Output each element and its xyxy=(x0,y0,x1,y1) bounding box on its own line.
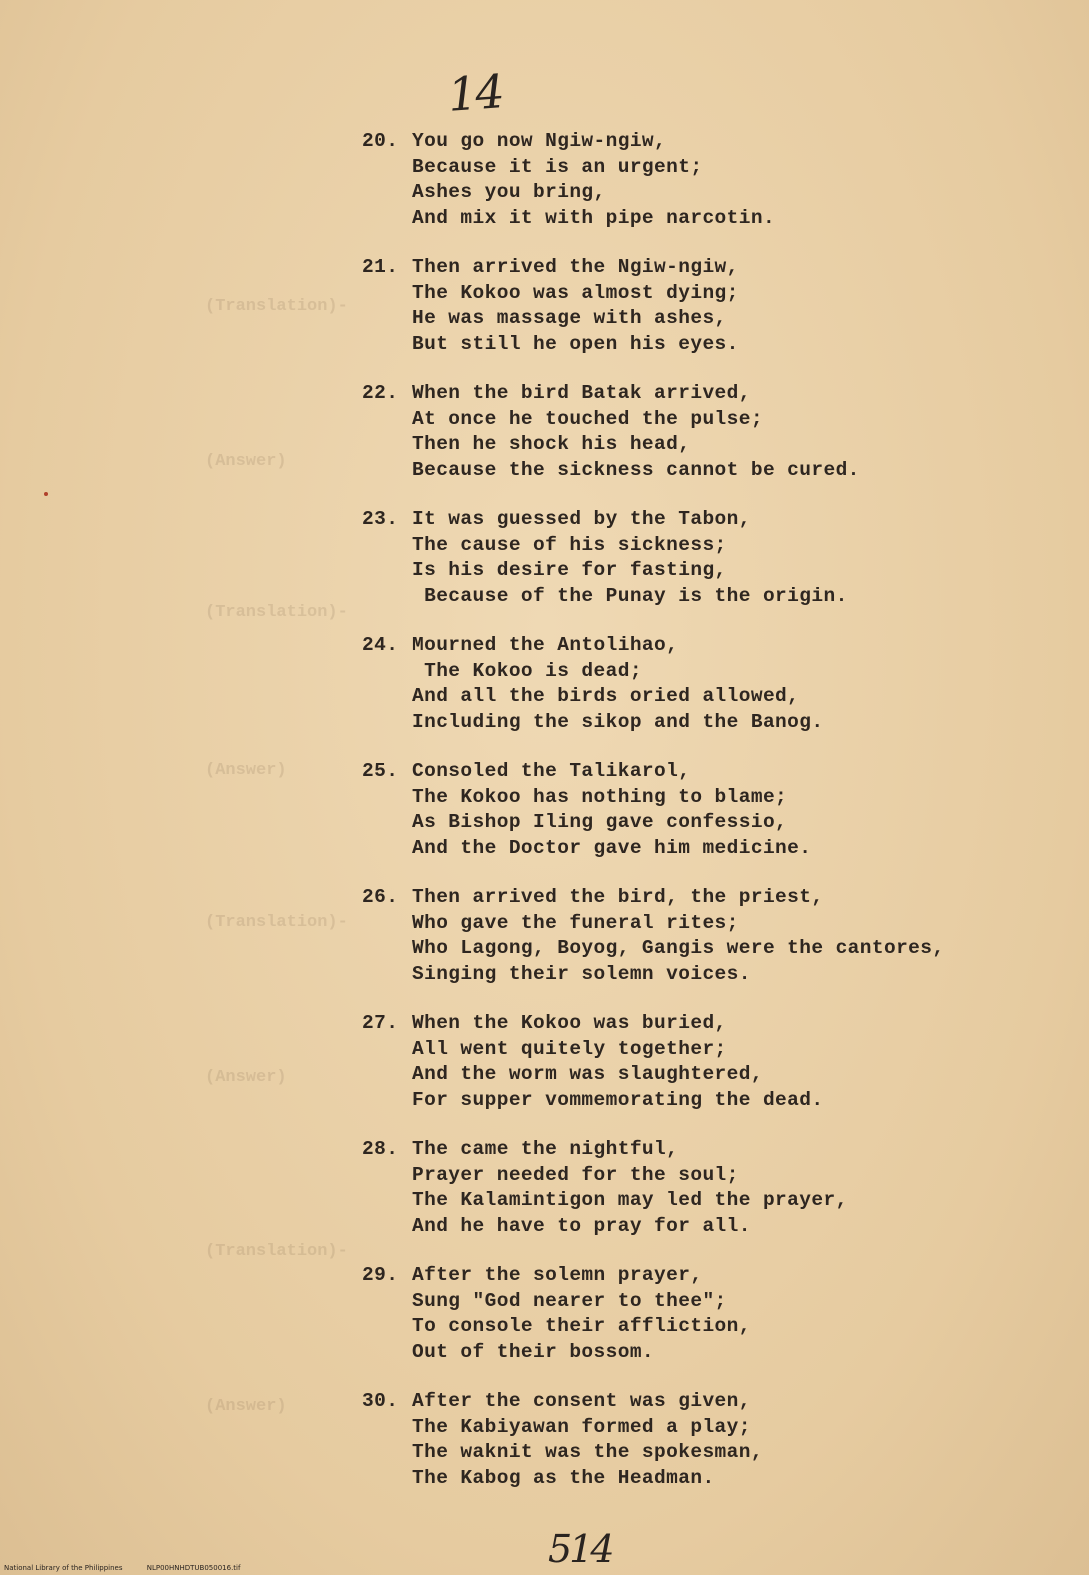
verse-text: Then arrived the bird, the priest, xyxy=(412,886,824,908)
verse-line xyxy=(362,129,1062,155)
poem-body xyxy=(362,129,1062,1515)
verse-line xyxy=(362,332,1062,358)
verse-text: After the solemn prayer, xyxy=(412,1264,703,1286)
verse-line xyxy=(362,1389,1062,1415)
verse-text: The Kokoo was almost dying; xyxy=(412,281,739,304)
verse-line xyxy=(362,785,1062,811)
bleed-through-text: (Translation)- xyxy=(205,913,348,932)
stanza xyxy=(362,1263,1062,1365)
verse-line xyxy=(362,836,1062,862)
verse-text: When the Kokoo was buried, xyxy=(412,1012,727,1034)
verse-line xyxy=(362,1163,1062,1189)
verse-line xyxy=(362,381,1062,407)
stanza xyxy=(362,885,1062,987)
stanza xyxy=(362,129,1062,231)
verse-text: Because the sickness cannot be cured. xyxy=(412,458,860,481)
stanza xyxy=(362,255,1062,357)
verse-line xyxy=(362,180,1062,206)
verse-line xyxy=(362,533,1062,559)
verse-text: It was guessed by the Tabon, xyxy=(412,508,751,530)
verse-text: And he have to pray for all. xyxy=(412,1214,751,1237)
verse-text: He was massage with ashes, xyxy=(412,307,727,329)
verse-line xyxy=(362,962,1062,988)
verse-line xyxy=(362,633,1062,659)
verse-line xyxy=(362,1088,1062,1114)
verse-text: Because of the Punay is the origin. xyxy=(412,584,848,607)
verse-text: Singing their solemn voices. xyxy=(412,962,751,985)
verse-line xyxy=(362,1214,1062,1240)
verse-line xyxy=(362,684,1062,710)
bleed-through-text: (Answer) xyxy=(205,1397,287,1416)
verse-text: Who Lagong, Boyog, Gangis were the cantores, xyxy=(412,937,945,959)
verse-line xyxy=(362,432,1062,458)
verse-line xyxy=(362,306,1062,332)
verse-line xyxy=(362,458,1062,484)
stanza-number: 27. xyxy=(362,1012,399,1034)
verse-line xyxy=(362,1440,1062,1466)
verse-text: As Bishop Iling gave confessio, xyxy=(412,811,788,833)
verse-text: Then arrived the Ngiw-ngiw, xyxy=(412,256,739,278)
verse-text: And the worm was slaughtered, xyxy=(412,1063,763,1085)
verse-line xyxy=(362,1037,1062,1063)
verse-text: And the Doctor gave him medicine. xyxy=(412,836,812,859)
verse-line xyxy=(362,936,1062,962)
verse-text: After the consent was given, xyxy=(412,1390,751,1412)
verse-line xyxy=(362,1289,1062,1315)
verse-line xyxy=(362,255,1062,281)
verse-text: To console their affliction, xyxy=(412,1315,751,1337)
verse-text: For supper vommemorating the dead. xyxy=(412,1088,824,1111)
bleed-through-text: (Translation)- xyxy=(205,1242,348,1261)
stanza-number: 20. xyxy=(362,130,399,152)
scan-footer xyxy=(4,1564,262,1572)
stanza-number: 25. xyxy=(362,760,399,782)
stanza-number: 23. xyxy=(362,508,399,530)
stanza-number: 21. xyxy=(362,256,399,278)
red-ink-dot xyxy=(44,492,48,496)
verse-text: But still he open his eyes. xyxy=(412,332,739,355)
verse-text: And mix it with pipe narcotin. xyxy=(412,206,776,229)
verse-line xyxy=(362,558,1062,584)
stanza xyxy=(362,1011,1062,1113)
verse-text: Who gave the funeral rites; xyxy=(412,911,739,934)
verse-text: Prayer needed for the soul; xyxy=(412,1163,739,1186)
file-name: NLP00HNHDTUB050016.tif xyxy=(146,1564,241,1572)
verse-text: At once he touched the pulse; xyxy=(412,407,763,430)
stanza-number: 26. xyxy=(362,886,399,908)
verse-text: Ashes you bring, xyxy=(412,181,606,203)
stanza xyxy=(362,633,1062,735)
verse-line xyxy=(362,911,1062,937)
stanza xyxy=(362,381,1062,483)
handwritten-page-number: 14 xyxy=(446,64,505,122)
stanza xyxy=(362,1137,1062,1239)
verse-text: When the bird Batak arrived, xyxy=(412,382,751,404)
verse-text: Then he shock his head, xyxy=(412,433,691,455)
verse-line xyxy=(362,1062,1062,1088)
stanza-number: 28. xyxy=(362,1138,399,1160)
verse-text: Mourned the Antolihao, xyxy=(412,634,679,656)
verse-line xyxy=(362,507,1062,533)
verse-line xyxy=(362,1188,1062,1214)
bleed-through-text: (Answer) xyxy=(205,452,287,471)
verse-text: Consoled the Talikarol, xyxy=(412,760,691,782)
verse-text: The Kokoo is dead; xyxy=(412,659,642,682)
verse-line xyxy=(362,1466,1062,1492)
verse-line xyxy=(362,1340,1062,1366)
verse-line xyxy=(362,1263,1062,1289)
stanza xyxy=(362,507,1062,609)
verse-line xyxy=(362,885,1062,911)
bleed-through-text: (Translation)- xyxy=(205,603,348,622)
bleed-through-text: (Translation)- xyxy=(205,297,348,316)
verse-text: The came the nightful, xyxy=(412,1138,679,1160)
verse-line xyxy=(362,206,1062,232)
verse-line xyxy=(362,281,1062,307)
verse-text: Is his desire for fasting, xyxy=(412,559,727,581)
stanza-number: 30. xyxy=(362,1390,399,1412)
verse-line xyxy=(362,710,1062,736)
verse-line xyxy=(362,1137,1062,1163)
stanza xyxy=(362,759,1062,861)
verse-text: Because it is an urgent; xyxy=(412,155,703,178)
verse-line xyxy=(362,155,1062,181)
verse-text: Including the sikop and the Banog. xyxy=(412,710,824,733)
verse-text: The Kabog as the Headman. xyxy=(412,1466,715,1489)
verse-line xyxy=(362,1415,1062,1441)
verse-line xyxy=(362,810,1062,836)
library-name: National Library of the Philippines xyxy=(4,1564,123,1572)
verse-line xyxy=(362,1011,1062,1037)
verse-line xyxy=(362,759,1062,785)
handwritten-bottom-number: 514 xyxy=(548,1527,612,1571)
verse-text: The Kalamintigon may led the prayer, xyxy=(412,1189,848,1211)
verse-line xyxy=(362,584,1062,610)
verse-text: Sung "God nearer to thee"; xyxy=(412,1289,727,1312)
stanza-number: 24. xyxy=(362,634,399,656)
bleed-through-text: (Answer) xyxy=(205,1068,287,1087)
verse-line xyxy=(362,407,1062,433)
verse-text: You go now Ngiw-ngiw, xyxy=(412,130,667,152)
verse-text: All went quitely together; xyxy=(412,1037,727,1060)
verse-text: The cause of his sickness; xyxy=(412,533,727,556)
stanza xyxy=(362,1389,1062,1491)
verse-text: Out of their bossom. xyxy=(412,1340,655,1363)
verse-line xyxy=(362,659,1062,685)
verse-text: The waknit was the spokesman, xyxy=(412,1441,763,1463)
stanza-number: 22. xyxy=(362,382,399,404)
verse-text: The Kabiyawan formed a play; xyxy=(412,1415,751,1438)
bleed-through-text: (Answer) xyxy=(205,761,287,780)
verse-text: And all the birds oried allowed, xyxy=(412,685,800,707)
stanza-number: 29. xyxy=(362,1264,399,1286)
verse-text: The Kokoo has nothing to blame; xyxy=(412,785,788,808)
verse-line xyxy=(362,1314,1062,1340)
